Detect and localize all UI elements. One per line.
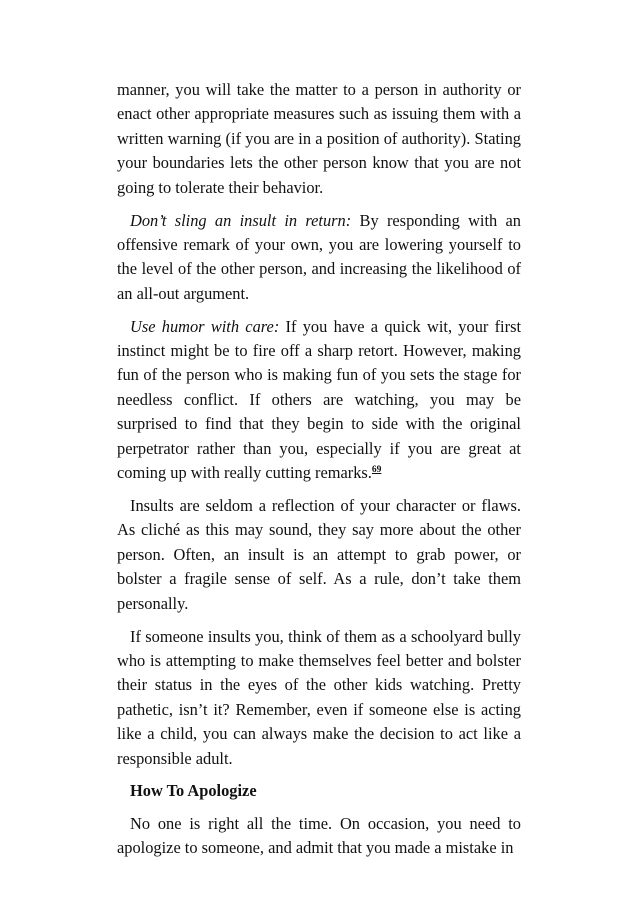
paragraph-text: If you have a quick wit, your first instinct might be to fire off a sharp retort. However, making fun of the person who is making fun of you sets the stage for needless conflict. If others are watching, you may be surprised to find that they begin to side with the original perpetrator rather than you, especially if you are great at coming up with really cutting remarks.: [117, 316, 522, 483]
paragraph-lead: Use humor with care:: [130, 316, 280, 336]
paragraph-humor: [117, 315, 521, 486]
paragraph-insults-reflection: [117, 494, 521, 616]
paragraph-lead: Don’t sling an insult in return:: [130, 210, 352, 230]
paragraph-schoolyard-bully: [117, 625, 521, 771]
paragraph-text: No one is right all the time. On occasion, you need to apologize to someone, and admit that you made a mistake in: [117, 813, 521, 858]
paragraph-text: By responding with an offensive remark of your own, you are lowering yourself to the level of the other person, and increasing the likelihood of an all-out argument.: [117, 210, 522, 303]
paragraph-apologize: [117, 812, 521, 861]
book-page: [117, 78, 521, 869]
paragraph-boundaries: [117, 78, 521, 200]
paragraph-no-insult: [117, 209, 521, 307]
section-heading: How To Apologize: [130, 781, 257, 801]
paragraph-text: Insults are seldom a reflection of your character or flaws. As cliché as this may sound, they say more about the other person. Often, an insult is an attempt to grab power, or bolster a fragile sense of self. As a rule, don’t take them personally.: [117, 496, 521, 613]
footnote-reference[interactable]: 69: [371, 465, 382, 476]
paragraph-text: manner, you will take the matter to a person in authority or enact other appropriate measures such as issuing them with a written warning (if you are in a position of authority). Stating your boundaries lets the other person know that you are not going to tolerate their behavior.: [117, 80, 521, 197]
paragraph-text: If someone insults you, think of them as a schoolyard bully who is attempting to make themselves feel better and bolster their status in the eyes of the other kids watching. Pretty pathetic, isn’t it? Remember, even if someone else is acting like a child, you can always make the decision to act like a responsible adult.: [117, 626, 521, 768]
